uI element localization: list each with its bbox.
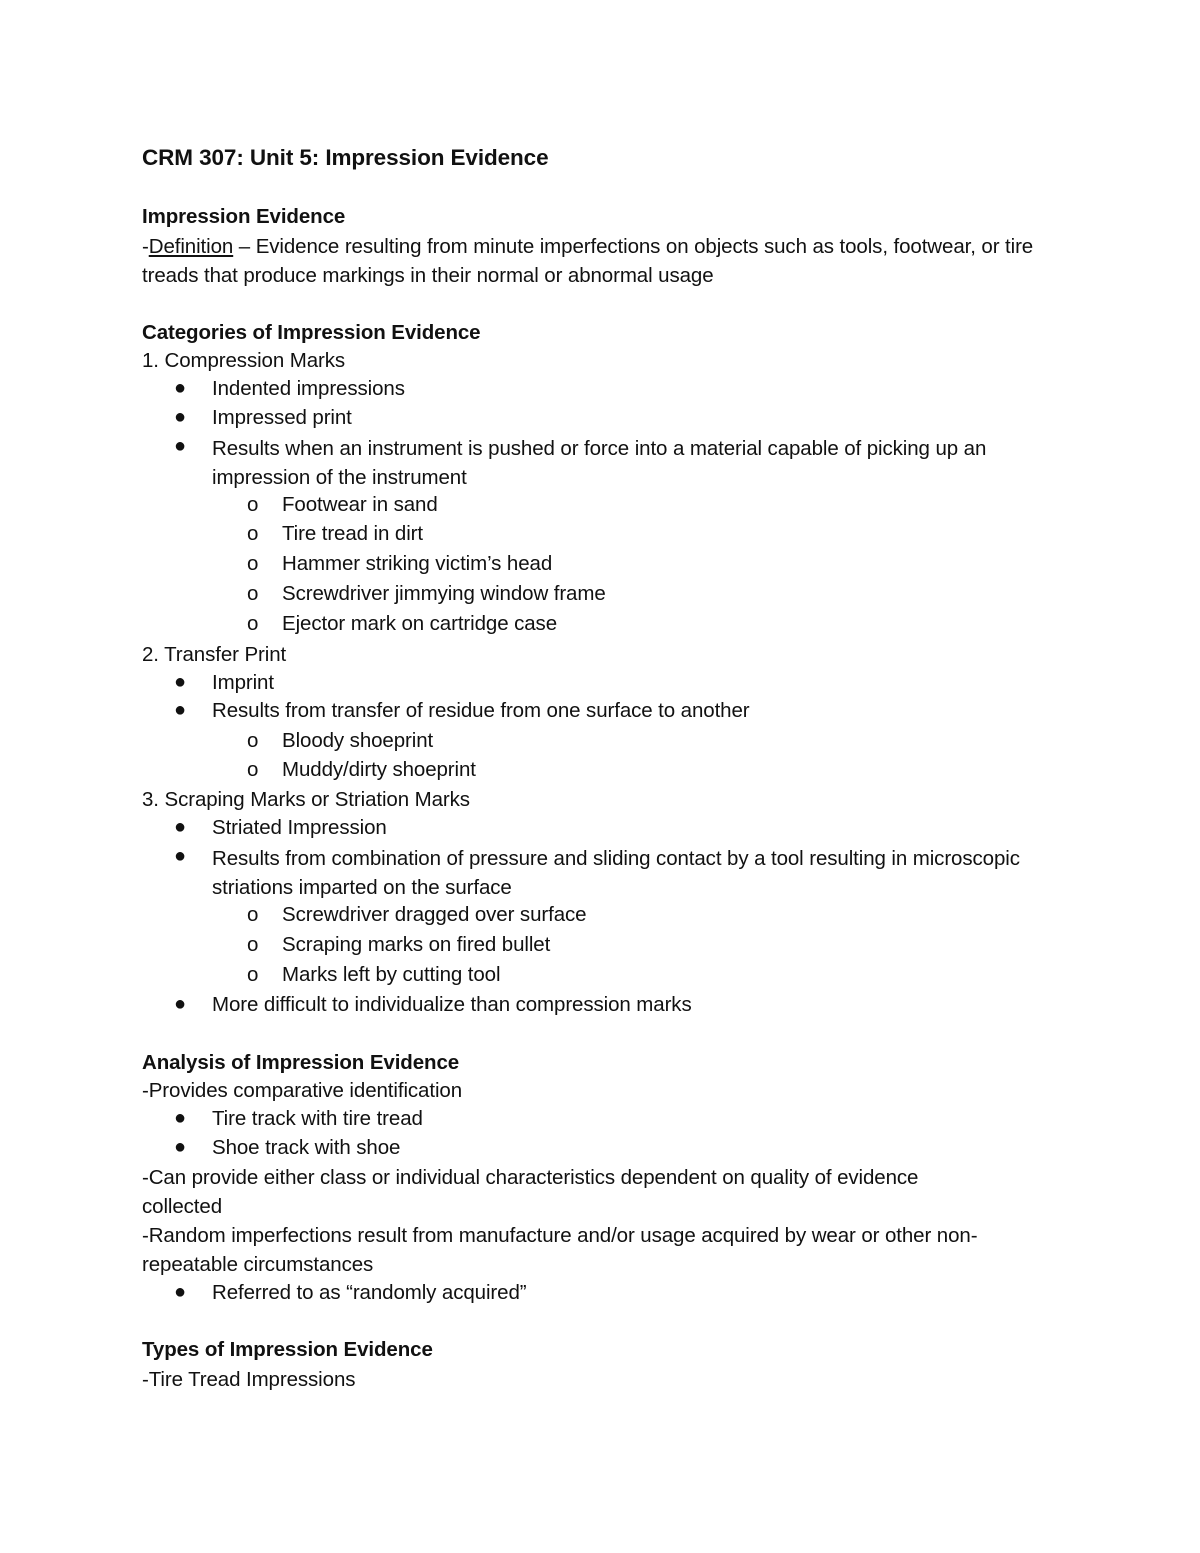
- bullet-icon: ●: [174, 699, 186, 721]
- circle-bullet-icon: o: [247, 493, 259, 516]
- section-heading-types: Types of Impression Evidence: [142, 1338, 433, 1361]
- section-heading-impression-evidence: Impression Evidence: [142, 205, 346, 228]
- list-item: ● Results when an instrument is pushed or force into a material capable of picking up an impression of the instrument: [174, 435, 987, 489]
- bullet-icon: ●: [174, 816, 186, 838]
- circle-bullet-icon: o: [247, 612, 259, 635]
- circle-bullet-icon: o: [247, 758, 259, 781]
- bullet-icon: ●: [174, 671, 186, 693]
- bullet-icon: ●: [174, 1107, 186, 1129]
- category-scraping-marks: 3. Scraping Marks or Striation Marks: [142, 788, 470, 811]
- page-title: CRM 307: Unit 5: Impression Evidence: [142, 145, 549, 170]
- bullet-icon: ●: [174, 1136, 186, 1158]
- circle-bullet-icon: o: [247, 582, 259, 605]
- analysis-paragraph-characteristics: -Can provide either class or individual characteristics dependent on quality of evidence collected: [142, 1166, 919, 1218]
- section-heading-categories: Categories of Impression Evidence: [142, 321, 481, 344]
- definition-term: Definition: [148, 235, 234, 258]
- bullet-icon: ●: [174, 435, 186, 457]
- definition-paragraph: [142, 233, 1047, 290]
- circle-bullet-icon: o: [247, 963, 259, 986]
- bullet-icon: ●: [174, 845, 186, 867]
- list-item: ● Results from combination of pressure and sliding contact by a tool resulting in microscopic striations imparted on the surface: [174, 845, 1020, 899]
- document-page: CRM 307: Unit 5: Impression Evidence Impression Evidence -Definition – Evidence resulting from minute imperfections on objects such as tools, footwear, or tire treads that produce markings in their normal or abnormal usage Categories of Impression Evidence 1. Compression Marks ● Indented impressions ● Impressed print ● Results when an instrument is pushed or force into a material capable of picking up an impression of the instrument o Footwear in sand o Tire tread in dirt o Hammer striking victim’s head o Screwdriver jimmying window frame o Ejector mark on cartridge case 2. Transfer Print ● Imprint ● Results from transfer of residue from one surface to another o Bloody shoeprint o Muddy/dirty shoeprint 3. Scraping Marks or Striation Marks ● Striated Impression ● Results from combination of pressure and sliding contact by a tool resulting in microscopic striations imparted on the surface o Screwdriver dragged over surface o Scraping marks on fired bullet o Marks left by cutting tool ● More difficult to individualize than compression marks Analysis of Impression Evidence -Provides comparative identification ● Tire track with tire tread ● Shoe track with shoe -Can provide either class or individual characteristics dependent on quality of evidence collected -Random imperfections result from manufacture and/or usage acquired by wear or other non-repeatable circumstances ● Referred to as “randomly acquired” Types of Impression Evidence -Tire Tread Impressions: [0, 0, 1200, 1553]
- circle-bullet-icon: o: [247, 552, 259, 575]
- category-compression-marks: 1. Compression Marks: [142, 349, 346, 372]
- analysis-line-comparative: -Provides comparative identification: [142, 1079, 462, 1102]
- bullet-icon: ●: [174, 377, 186, 399]
- definition-text: – Evidence resulting from minute imperfections on objects such as tools, footwear, or tire treads that produce markings in their normal or abnormal usage: [142, 235, 1034, 287]
- circle-bullet-icon: o: [247, 522, 259, 545]
- analysis-paragraph-imperfections: -Random imperfections result from manufacture and/or usage acquired by wear or other non-repeatable circumstances: [142, 1224, 978, 1276]
- circle-bullet-icon: o: [247, 729, 259, 752]
- bullet-icon: ●: [174, 993, 186, 1015]
- category-transfer-print: 2. Transfer Print: [142, 643, 287, 666]
- bullet-icon: ●: [174, 1281, 186, 1303]
- bullet-icon: ●: [174, 406, 186, 428]
- circle-bullet-icon: o: [247, 903, 259, 926]
- circle-bullet-icon: o: [247, 933, 259, 956]
- section-heading-analysis: Analysis of Impression Evidence: [142, 1051, 460, 1074]
- definition-prefix: -: [142, 235, 149, 258]
- types-line-tire-tread: -Tire Tread Impressions: [142, 1368, 356, 1391]
